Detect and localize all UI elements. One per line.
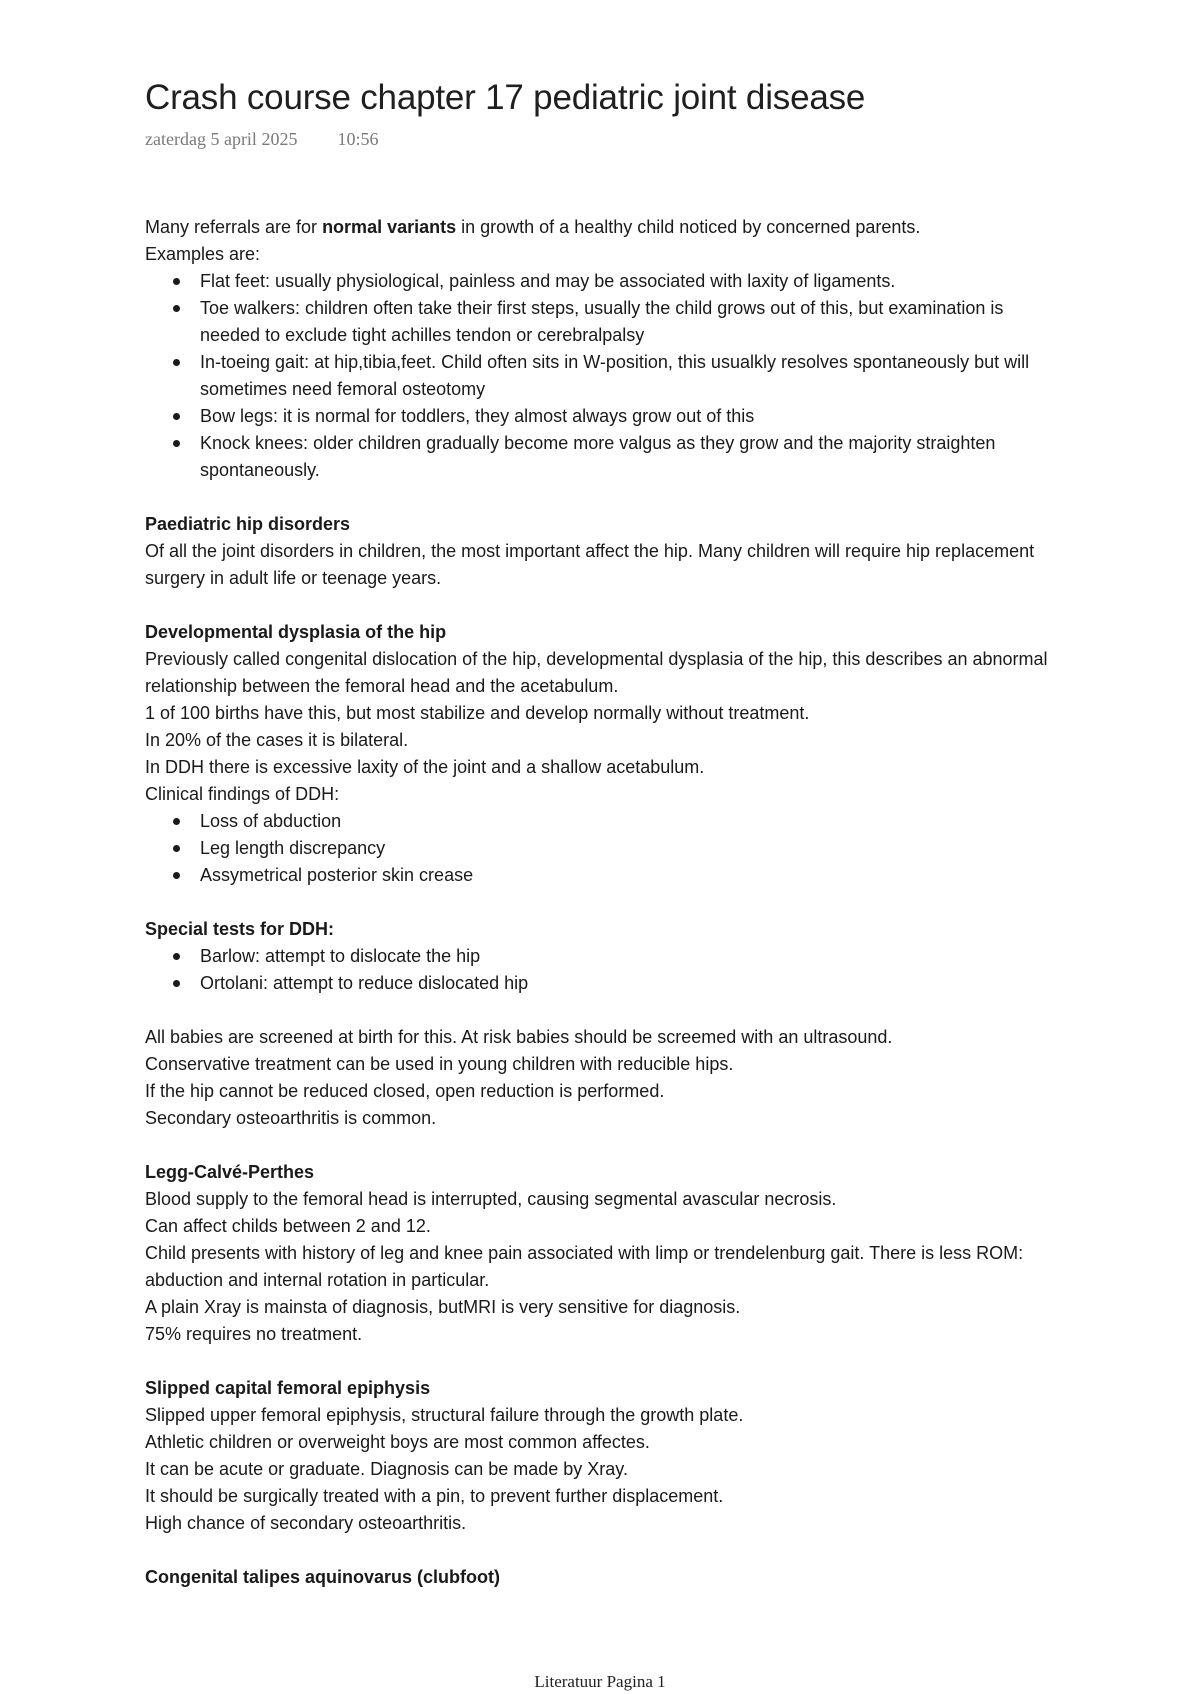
page-meta bbox=[145, 126, 1065, 152]
page-footer: Literatuur Pagina 1 bbox=[534, 1672, 666, 1691]
spacer bbox=[145, 592, 1065, 619]
tests-line: Secondary osteoarthritis is common. bbox=[145, 1108, 437, 1128]
perthes-line: 75% requires no treatment. bbox=[145, 1324, 363, 1344]
page-date: zaterdag 5 april 2025 bbox=[145, 129, 298, 149]
spacer bbox=[145, 484, 1065, 511]
page-content bbox=[145, 214, 1065, 1591]
scfe-line: It can be acute or graduate. Diagnosis can be made by Xray. bbox=[145, 1459, 628, 1479]
list-item: Bow legs: it is normal for toddlers, they almost always grow out of this bbox=[200, 403, 1065, 430]
examples-label: Examples are: bbox=[145, 244, 261, 264]
spacer bbox=[145, 889, 1065, 916]
scfe-line: Athletic children or overweight boys are most common affectes. bbox=[145, 1432, 650, 1452]
normal-variants-bold: normal variants bbox=[322, 217, 457, 237]
page-title: Crash course chapter 17 pediatric joint disease bbox=[145, 78, 866, 117]
document-page bbox=[145, 74, 1065, 1591]
ddh-findings-list bbox=[145, 808, 1065, 889]
list-item: Assymetrical posterior skin crease bbox=[200, 862, 1065, 889]
section-heading-scfe: Slipped capital femoral epiphysis bbox=[145, 1378, 431, 1398]
section-heading-perthes: Legg-Calvé-Perthes bbox=[145, 1162, 315, 1182]
list-item: Knock knees: older children gradually become more valgus as they grow and the majority straighten spontaneously. bbox=[200, 430, 1065, 484]
tests-list bbox=[145, 943, 1065, 997]
section-heading-ddh: Developmental dysplasia of the hip bbox=[145, 622, 447, 642]
list-item: Toe walkers: children often take their first steps, usually the child grows out of this, but examination is needed to exclude tight achilles tendon or cerebralpalsy bbox=[200, 295, 1065, 349]
perthes-line: Child presents with history of leg and knee pain associated with limp or trendelenburg gait. There is less ROM: abduction and internal rotation in particular. bbox=[145, 1243, 1024, 1290]
ddh-line: Previously called congenital dislocation of the hip, developmental dysplasia of the hip, this describes an abnormal relationship between the femoral head and the acetabulum. bbox=[145, 649, 1048, 696]
intro-paragraph: Many referrals are for normal variants in growth of a healthy child noticed by concerned parents. bbox=[145, 217, 921, 237]
ddh-line: Clinical findings of DDH: bbox=[145, 784, 340, 804]
list-item: Flat feet: usually physiological, painless and may be associated with laxity of ligaments. bbox=[200, 268, 1065, 295]
ddh-line: In 20% of the cases it is bilateral. bbox=[145, 730, 409, 750]
perthes-line: Can affect childs between 2 and 12. bbox=[145, 1216, 431, 1236]
list-item: Leg length discrepancy bbox=[200, 835, 1065, 862]
scfe-line: High chance of secondary osteoarthritis. bbox=[145, 1513, 467, 1533]
spacer bbox=[145, 997, 1065, 1024]
list-item: Ortolani: attempt to reduce dislocated hip bbox=[200, 970, 1065, 997]
section-heading-tests: Special tests for DDH: bbox=[145, 919, 335, 939]
tests-line: All babies are screened at birth for this. At risk babies should be screemed with an ultrasound. bbox=[145, 1027, 893, 1047]
list-item: Loss of abduction bbox=[200, 808, 1065, 835]
scfe-line: It should be surgically treated with a pin, to prevent further displacement. bbox=[145, 1486, 724, 1506]
perthes-line: A plain Xray is mainsta of diagnosis, butMRI is very sensitive for diagnosis. bbox=[145, 1297, 741, 1317]
spacer bbox=[145, 1537, 1065, 1564]
perthes-line: Blood supply to the femoral head is interrupted, causing segmental avascular necrosis. bbox=[145, 1189, 837, 1209]
list-item: In-toeing gait: at hip,tibia,feet. Child often sits in W-position, this usualkly resolves spontaneously but will sometimes need femoral osteotomy bbox=[200, 349, 1065, 403]
spacer bbox=[145, 1348, 1065, 1375]
tests-line: Conservative treatment can be used in young children with reducible hips. bbox=[145, 1054, 734, 1074]
section-heading-clubfoot: Congenital talipes aquinovarus (clubfoot) bbox=[145, 1567, 501, 1587]
ddh-line: 1 of 100 births have this, but most stabilize and develop normally without treatment. bbox=[145, 703, 810, 723]
section-heading-hip: Paediatric hip disorders bbox=[145, 514, 351, 534]
variants-list bbox=[145, 268, 1065, 484]
list-item: Barlow: attempt to dislocate the hip bbox=[200, 943, 1065, 970]
hip-text: Of all the joint disorders in children, the most important affect the hip. Many children will require hip replacement surgery in adult life or teenage years. bbox=[145, 541, 1035, 588]
tests-line: If the hip cannot be reduced closed, open reduction is performed. bbox=[145, 1081, 665, 1101]
ddh-line: In DDH there is excessive laxity of the joint and a shallow acetabulum. bbox=[145, 757, 705, 777]
scfe-line: Slipped upper femoral epiphysis, structural failure through the growth plate. bbox=[145, 1405, 744, 1425]
page-time: 10:56 bbox=[337, 129, 379, 149]
spacer bbox=[145, 1132, 1065, 1159]
